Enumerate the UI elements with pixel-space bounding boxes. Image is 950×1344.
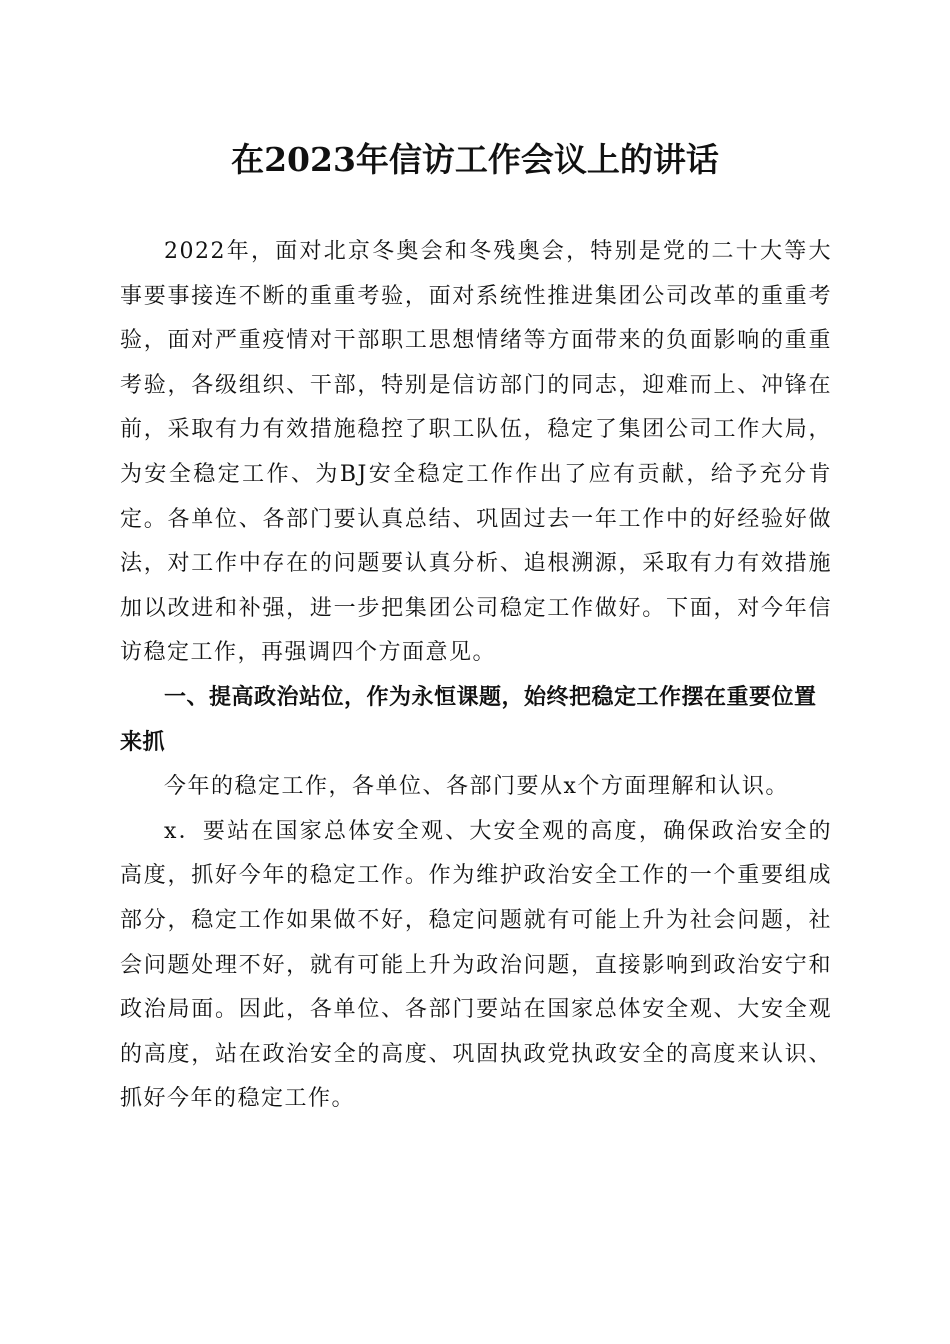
section-paragraph: x．要站在国家总体安全观、大安全观的高度，确保政治安全的高度，抓好今年的稳定工作。作为维护政治安全工作的一个重要组成部分，稳定工作如果做不好，稳定问题就有可能上升为社会问题，社会问题处理不好，就有可能上升为政治问题，直接影响到政治安宁和政治局面。因此，各单位、各部门要站在国家总体安全观、大安全观的高度，站在政治安全的高度、巩固执政党执政安全的高度来认识、抓好今年的稳定工作。	[120, 818, 832, 1112]
section-paragraph: 今年的稳定工作，各单位、各部门要从x个方面理解和认识。	[164, 774, 789, 800]
section-heading: 一、提高政治站位，作为永恒课题，始终把稳定工作摆在重要位置来抓	[120, 684, 817, 755]
intro-paragraph: 2022年，面对北京冬奥会和冬残奥会，特别是党的二十大等大事要事接连不断的重重考验，面对系统性推进集团公司改革的重重考验，面对严重疫情对干部职工思想情绪等方面带来的负面影响的重重考验，各级组织、干部，特别是信访部门的同志，迎难而上、冲锋在前，采取有力有效措施稳控了职工队伍，稳定了集团公司工作大局，为安全稳定工作、为BJ安全稳定工作作出了应有贡献，给予充分肯定。各单位、各部门要认真总结、巩固过去一年工作中的好经验好做法，对工作中存在的问题要认真分析、追根溯源，采取有力有效措施加以改进和补强，进一步把集团公司稳定工作做好。下面，对今年信访稳定工作，再强调四个方面意见。	[120, 239, 832, 666]
document-title: 在2023年信访工作会议上的讲话	[231, 140, 719, 179]
document-body	[120, 230, 832, 1122]
